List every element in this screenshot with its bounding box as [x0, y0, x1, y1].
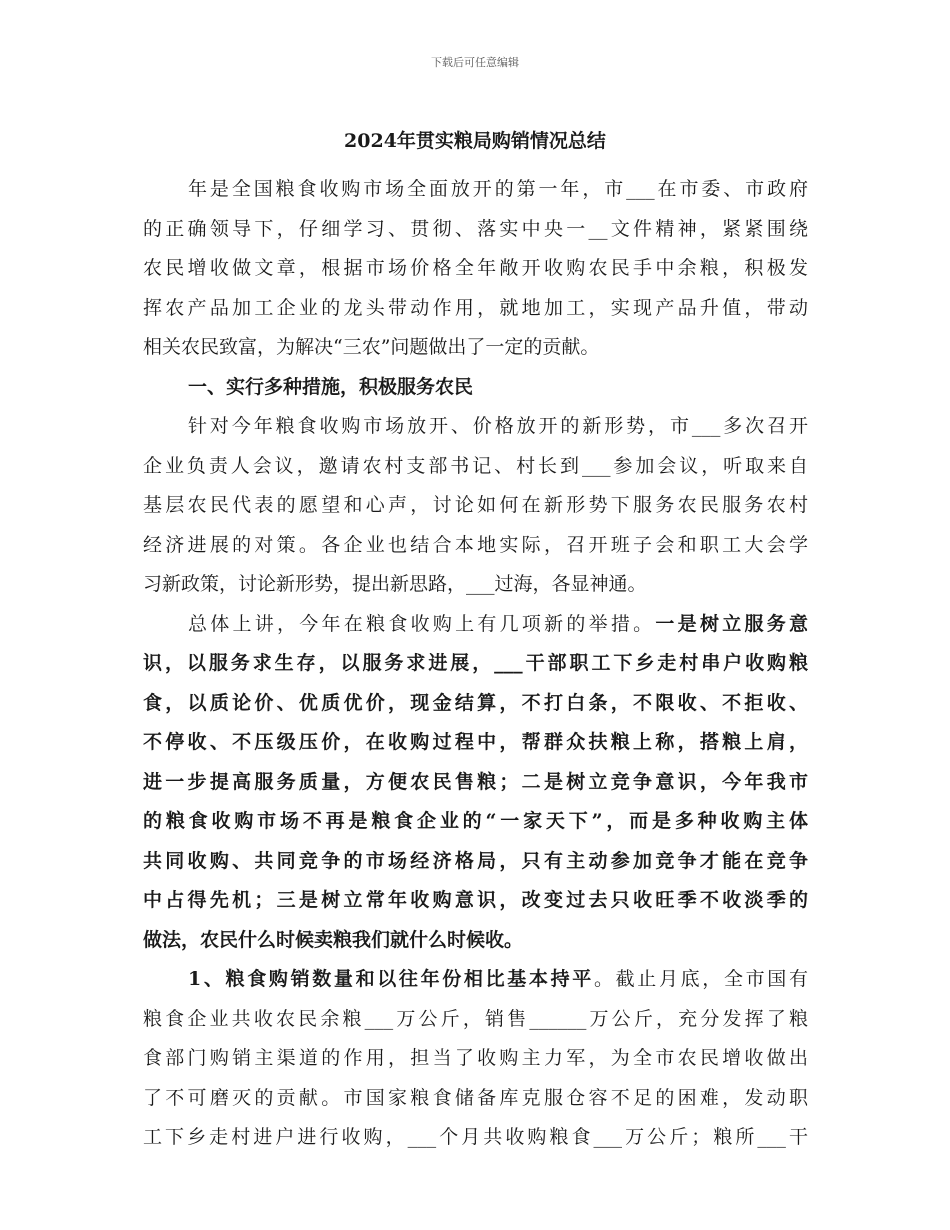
text-line [188, 609, 808, 639]
text-run: 不停收、不压级压价，在收购过程中，帮群众扶粮上称，搭粮上肩， [143, 731, 808, 753]
text-run: 企业负责人会议，邀请农村支部书记、村长到___参加会议，听取来自 [143, 455, 808, 477]
text-run: 识，以服务求生存，以服务求进展，___干部职工下乡走村串户收购粮 [143, 652, 808, 674]
text-run: 相关农民致富，为解决“三农”问题做出了一定的贡献。 [143, 336, 600, 358]
document-title: 2024年贯实粮局购销情况总结 [344, 130, 606, 152]
text-run: 针对今年粮食收购市场放开、价格放开的新形势，市___多次召开 [188, 415, 808, 437]
text-line [143, 293, 808, 323]
text-run: 总体上讲，今年在粮食收购上有几项新的举措。 [188, 613, 656, 635]
page-header-note: 下载后可任意编辑 [431, 56, 519, 69]
text-line [143, 727, 808, 757]
text-run: 1、粮食购销数量和以往年份相比基本持平 [188, 968, 594, 990]
text-run: 共同收购、共同竞争的市场经济格局，只有主动参加竞争才能在竞争 [143, 850, 808, 872]
text-line [188, 174, 808, 204]
text-run: 农民增收做文章，根据市场价格全年敞开收购农民手中余粮，积极发 [143, 257, 808, 279]
text-run: 食，以质论价、优质优价，现金结算，不打白条，不限收、不拒收、 [143, 692, 808, 714]
text-line [143, 1083, 808, 1113]
text-line [143, 490, 808, 520]
text-line [143, 451, 808, 481]
text-run: 的粮食收购市场不再是粮食企业的“一家天下”，而是多种收购主体 [143, 810, 808, 832]
text-line [143, 569, 808, 599]
text-line [143, 1004, 808, 1034]
text-run: 工下乡走村进户进行收购，___个月共收购粮食___万公斤；粮所___干 [143, 1126, 808, 1148]
text-line [143, 925, 808, 955]
text-run: 进一步提高服务质量，方便农民售粮；二是树立竞争意识，今年我市 [143, 771, 808, 793]
text-line [143, 530, 808, 560]
text-run: 食部门购销主渠道的作用，担当了收购主力军，为全市农民增收做出 [143, 1047, 808, 1069]
text-run: 挥农产品加工企业的龙头带动作用，就地加工，实现产品升值，带动 [143, 297, 808, 319]
text-run: 一是树立服务意 [655, 613, 808, 635]
text-line [188, 411, 808, 441]
text-run: 粮食企业共收农民余粮___万公斤，销售______万公斤，充分发挥了粮 [143, 1008, 808, 1030]
text-run: 的正确领导下，仔细学习、贯彻、落实中央一__文件精神，紧紧围绕 [143, 218, 808, 240]
text-line [143, 688, 808, 718]
text-run: 中占得先机；三是树立常年收购意识，改变过去只收旺季不收淡季的 [143, 889, 808, 911]
text-line [143, 806, 808, 836]
text-run: 。截止月底，全市国有 [593, 968, 808, 990]
text-line [143, 846, 808, 876]
text-run: 经济进展的对策。各企业也结合本地实际，召开班子会和职工大会学 [143, 534, 808, 556]
text-line [143, 1122, 808, 1152]
text-line [143, 214, 808, 244]
text-line [143, 253, 808, 283]
text-line [143, 767, 808, 797]
text-run: 了不可磨灭的贡献。市国家粮食储备库克服仓容不足的困难，发动职 [143, 1087, 808, 1109]
text-run: 年是全国粮食收购市场全面放开的第一年，市___在市委、市政府 [188, 178, 808, 200]
text-run: 习新政策，讨论新形势，提出新思路，___过海，各显神通。 [143, 573, 647, 595]
text-run: 基层农民代表的愿望和心声，讨论如何在新形势下服务农民服务农村 [143, 494, 808, 516]
text-line [143, 1043, 808, 1073]
text-line [143, 885, 808, 915]
text-run: 一、实行多种措施，积极服务农民 [188, 376, 474, 398]
text-run: 做法，农民什么时候卖粮我们就什么时候收。 [143, 929, 524, 951]
text-line [188, 372, 808, 402]
text-line [143, 648, 808, 678]
text-line [188, 964, 808, 994]
text-line [143, 332, 808, 362]
